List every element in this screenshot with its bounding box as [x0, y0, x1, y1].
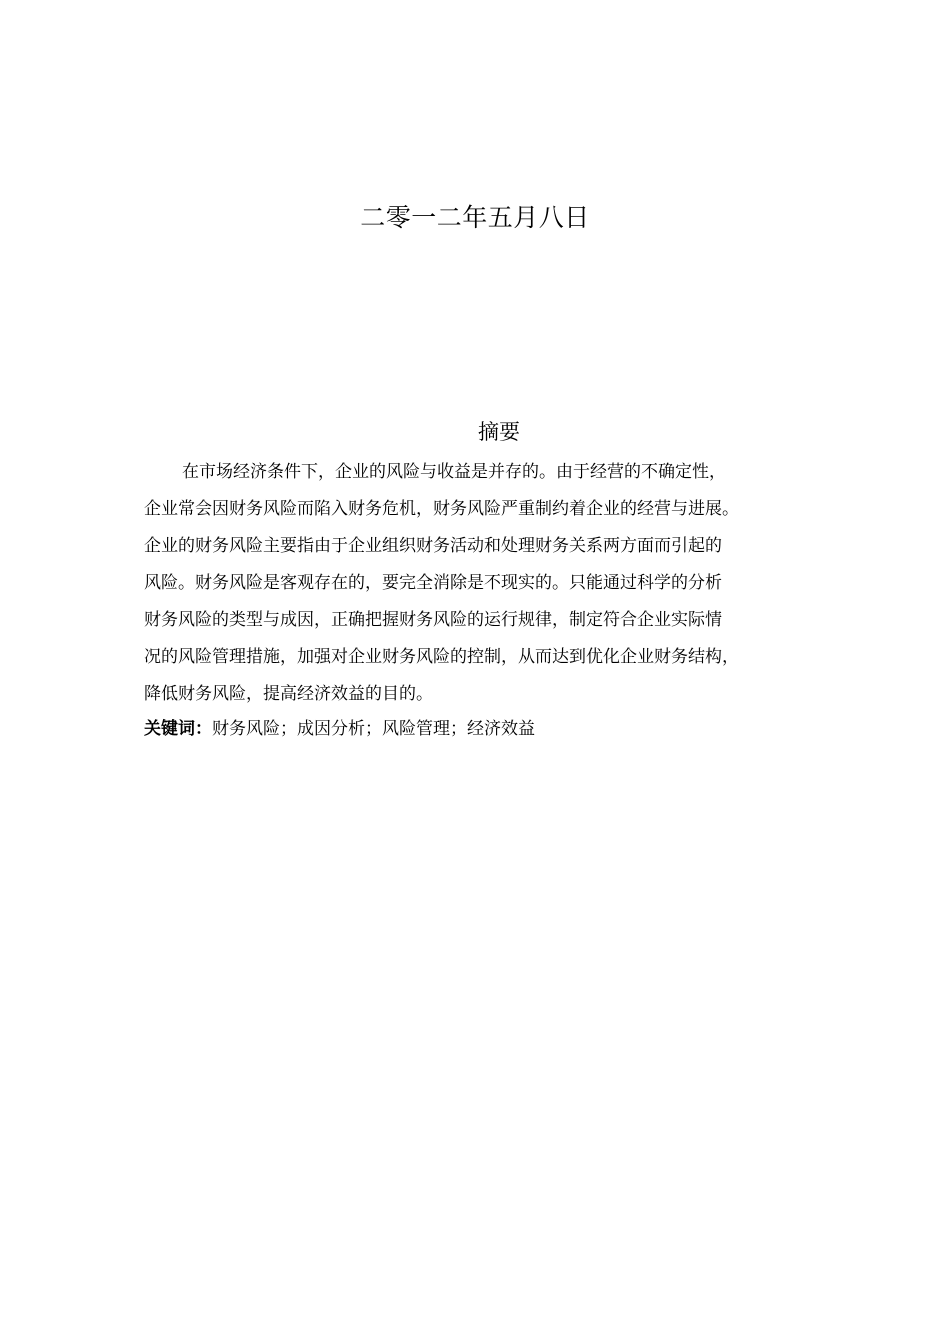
abstract-title: 摘要 [478, 420, 520, 444]
keywords-text: 财务风险；成因分析；风险管理；经济效益 [212, 719, 535, 739]
abstract-line: 况的风险管理措施，加强对企业财务风险的控制，从而达到优化企业财务结构， [144, 647, 739, 667]
abstract-body [144, 454, 824, 713]
abstract-line: 在市场经济条件下，企业的风险与收益是并存的。由于经营的不确定性， [182, 462, 726, 482]
abstract-line: 财务风险的类型与成因，正确把握财务风险的运行规律，制定符合企业实际情 [144, 610, 722, 630]
abstract-line: 企业的财务风险主要指由于企业组织财务活动和处理财务关系两方面而引起的 [144, 536, 722, 556]
keywords-label: 关键词： [144, 719, 212, 739]
abstract-line: 企业常会因财务风险而陷入财务危机，财务风险严重制约着企业的经营与进展。 [144, 499, 739, 519]
document-date: 二零一二年五月八日 [360, 203, 590, 232]
keywords-line [144, 713, 824, 745]
abstract-line: 风险。财务风险是客观存在的，要完全消除是不现实的。只能通过科学的分析 [144, 573, 722, 593]
abstract-line: 降低财务风险，提高经济效益的目的。 [144, 684, 433, 704]
